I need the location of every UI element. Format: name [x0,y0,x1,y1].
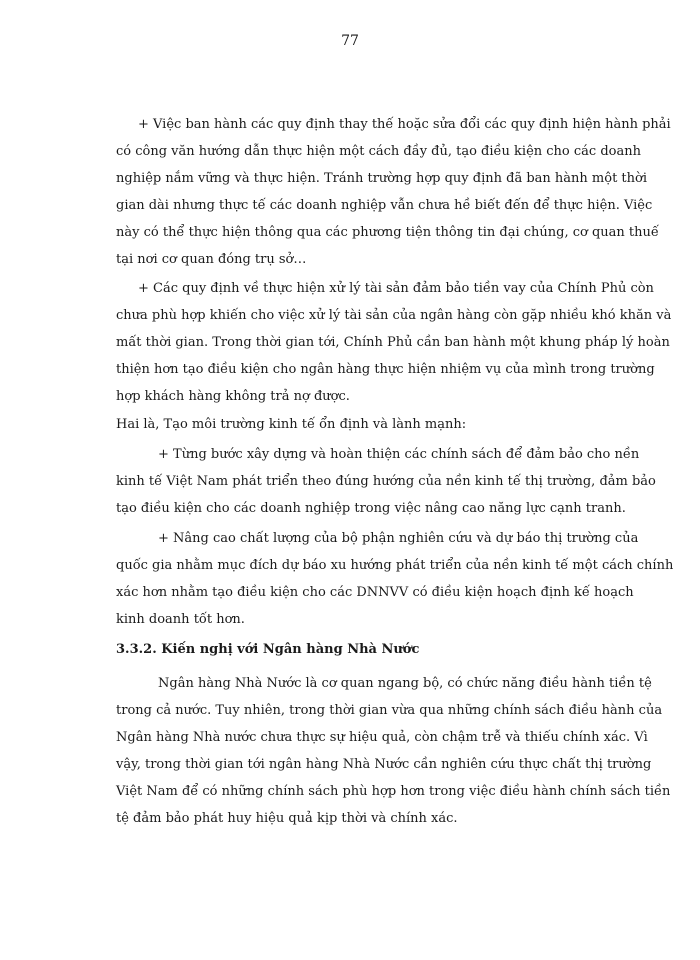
text-line: + Nâng cao chất lượng của bộ phận nghiên cứu và dự báo thị trường của [158,531,639,546]
text-line: mất thời gian. Trong thời gian tới, Chính Phủ cần ban hành một khung pháp lý hoàn [116,335,670,350]
text-line: thiện hơn tạo điều kiện cho ngân hàng thực hiện nhiệm vụ của mình trong trường [116,362,655,377]
section-heading: 3.3.2. Kiến nghị với Ngân hàng Nhà Nước [116,642,420,657]
text-line: có công văn hướng dẫn thực hiện một cách đầy đủ, tạo điều kiện cho các doanh [116,144,641,159]
page-number: 77 [341,33,359,49]
text-line: + Các quy định về thực hiện xử lý tài sản đảm bảo tiền vay của Chính Phủ còn [138,281,654,296]
text-line: vậy, trong thời gian tới ngân hàng Nhà Nước cần nghiên cứu thực chất thị trường [116,757,652,772]
text-line: quốc gia nhằm mục đích dự báo xu hướng phát triển của nền kinh tế một cách chính [116,558,674,573]
text-line: trong cả nước. Tuy nhiên, trong thời gian vừa qua những chính sách điều hành của [116,703,663,718]
text-line: kinh tế Việt Nam phát triển theo đúng hướng của nền kinh tế thị trường, đảm bảo [116,474,656,489]
text-line: tại nơi cơ quan đóng trụ sở… [116,252,307,267]
text-line: tệ đảm bảo phát huy hiệu quả kịp thời và chính xác. [116,811,458,826]
text-line: nghiệp nắm vững và thực hiện. Tránh trường hợp quy định đã ban hành một thời [116,171,648,186]
text-line: xác hơn nhằm tạo điều kiện cho các DNNVV có điều kiện hoạch định kế hoạch [116,585,634,600]
text-line: tạo điều kiện cho các doanh nghiệp trong việc nâng cao năng lực cạnh tranh. [116,501,626,516]
text-line: gian dài nhưng thực tế các doanh nghiệp vẫn chưa hề biết đến để thực hiện. Việc [116,198,653,213]
text-line: Ngân hàng Nhà nước chưa thực sự hiệu quả, còn chậm trễ và thiếu chính xác. Vì [116,730,648,745]
text-line: kinh doanh tốt hơn. [116,612,245,627]
text-line: Hai là, Tạo môi trường kinh tế ổn định và lành mạnh: [116,417,467,432]
text-line: này có thể thực hiện thông qua các phương tiện thông tin đại chúng, cơ quan thuế [116,225,659,240]
text-line: Ngân hàng Nhà Nước là cơ quan ngang bộ, có chức năng điều hành tiền tệ [158,676,652,691]
text-line: hợp khách hàng không trả nợ được. [116,389,350,404]
text-line: Việt Nam để có những chính sách phù hợp hơn trong việc điều hành chính sách tiền [116,784,671,799]
text-line: chưa phù hợp khiến cho việc xử lý tài sản của ngân hàng còn gặp nhiều khó khăn và [116,308,672,323]
text-line: + Việc ban hành các quy định thay thế hoặc sửa đổi các quy định hiện hành phải [138,117,671,132]
text-line: + Từng bước xây dựng và hoàn thiện các chính sách để đảm bảo cho nền [158,447,640,462]
